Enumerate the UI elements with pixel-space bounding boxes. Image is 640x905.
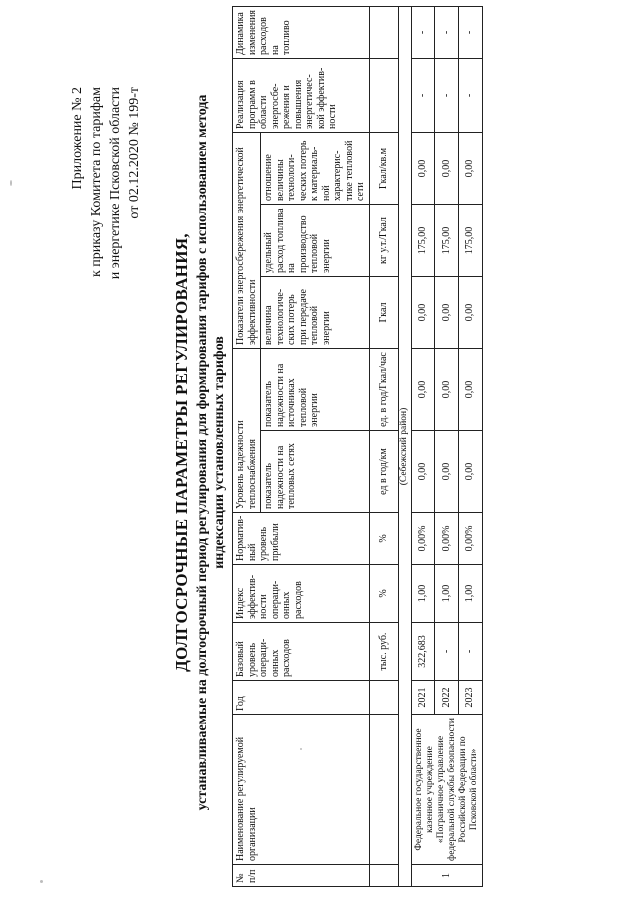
cell-dynamics: - [458, 6, 482, 58]
cell-base: - [458, 623, 482, 681]
header-en-ratio: отношение величины технологи-ческих потерь к материаль-ной характерис-тике тепловой сети [261, 132, 370, 204]
subtitle-line-2: индексации установленных тарифов [212, 336, 227, 569]
scan-speck [10, 180, 12, 186]
unit-base: тыс. руб. [369, 623, 398, 681]
header-num: № п/п [233, 865, 370, 887]
cell-rel-networks: 0,00 [411, 431, 435, 513]
unit-en-ratio: Гкал/кв.м [369, 132, 398, 204]
cell-dynamics: - [435, 6, 459, 58]
header-efficiency-index: Индекс эффектив-ности операци-онных расходов [233, 565, 370, 623]
header-en-losses: величина технологиче-ских потерь при передаче тепловой энергии [261, 277, 370, 349]
approval-line-1: Приложение № 2 [70, 87, 85, 190]
cell-en-ratio: 0,00 [411, 132, 435, 204]
cell-en-fuel: 175,00 [458, 205, 482, 277]
unit-en-fuel: кг у.т./Гкал [369, 205, 398, 277]
approval-line-2: к приказу Комитета по тарифам [89, 87, 104, 278]
cell-index: 1,00 [458, 565, 482, 623]
cell-profit: 0,00% [411, 513, 435, 565]
cell-rel-networks: 0,00 [458, 431, 482, 513]
table-row [411, 6, 435, 886]
cell-year: 2021 [411, 681, 435, 715]
unit-rel-networks: ед в год/км [369, 431, 398, 513]
header-year: Год [233, 681, 370, 715]
cell-profit: 0,00% [458, 513, 482, 565]
cell-rel-sources: 0,00 [411, 349, 435, 431]
cell-rel-networks: 0,00 [435, 431, 459, 513]
cell-year: 2022 [435, 681, 459, 715]
cell-en-ratio: 0,00 [458, 132, 482, 204]
unit-en-losses: Гкал [369, 277, 398, 349]
document-subtitle [194, 0, 228, 905]
subtitle-line-1: устанавливаемые на долгосрочный период регулирования для формирования тарифов с использованием метода [195, 94, 210, 811]
unit-rel-sources: ед. в год/Гкал/час [369, 349, 398, 431]
approval-block [68, 87, 144, 905]
approval-line-4: от 02.12.2020 № 199-т [127, 87, 142, 219]
header-rel-sources: показатель надежности на источниках тепловой энергии [261, 349, 370, 431]
region-row [398, 6, 411, 886]
cell-programs: - [435, 58, 459, 132]
cell-en-ratio: 0,00 [435, 132, 459, 204]
header-fuel-dynamics: Динамика изменения расходов на топливо [233, 6, 370, 58]
scan-speck [40, 880, 43, 883]
cell-en-losses: 0,00 [435, 277, 459, 349]
cell-index: 1,00 [411, 565, 435, 623]
header-profit-level: Норматив-ный уровень прибыли [233, 513, 370, 565]
approval-line-3: и энергетике Псковской области [108, 87, 123, 280]
header-en-fuel: удельный расход топлива на производство тепловой энергии [261, 205, 370, 277]
cell-index: 1,00 [435, 565, 459, 623]
header-base-level: Базовый уровень операци-онных расходов [233, 623, 370, 681]
cell-base: 322,683 [411, 623, 435, 681]
unit-profit: % [369, 513, 398, 565]
scan-speck [300, 748, 302, 750]
cell-programs: - [411, 58, 435, 132]
cell-rel-sources: 0,00 [435, 349, 459, 431]
header-programs: Реализация программ в области энергосбе-режения и повышения энергетичес-кой эффектив-ности [233, 58, 370, 132]
cell-en-losses: 0,00 [411, 277, 435, 349]
cell-en-fuel: 175,00 [435, 205, 459, 277]
header-energy-group: Показатели энергосбережения энергетической эффективности [233, 132, 261, 348]
cell-base: - [435, 623, 459, 681]
cell-en-fuel: 175,00 [411, 205, 435, 277]
cell-profit: 0,00% [435, 513, 459, 565]
region-label: (Себежский район) [398, 6, 411, 886]
cell-rel-sources: 0,00 [458, 349, 482, 431]
header-reliability-group: Уровень надежности теплоснабжения [233, 349, 261, 513]
unit-index: % [369, 565, 398, 623]
header-org: Наименование регулируемой организации [233, 715, 370, 865]
org-name: Федеральное государственное казенное учреждение «Пограничное управление федеральной службы безопасности Российской Федерации по Псковской области» [411, 715, 482, 865]
org-number: 1 [411, 865, 482, 887]
document-title: ДОЛГОСРОЧНЫЕ ПАРАМЕТРЫ РЕГУЛИРОВАНИЯ, [172, 233, 191, 672]
cell-dynamics: - [411, 6, 435, 58]
header-row-1 [233, 6, 261, 886]
header-rel-networks: показатель надежности на тепловых сетях [261, 431, 370, 513]
cell-programs: - [458, 58, 482, 132]
cell-year: 2023 [458, 681, 482, 715]
parameters-table [232, 6, 483, 887]
units-row [369, 6, 398, 886]
cell-en-losses: 0,00 [458, 277, 482, 349]
